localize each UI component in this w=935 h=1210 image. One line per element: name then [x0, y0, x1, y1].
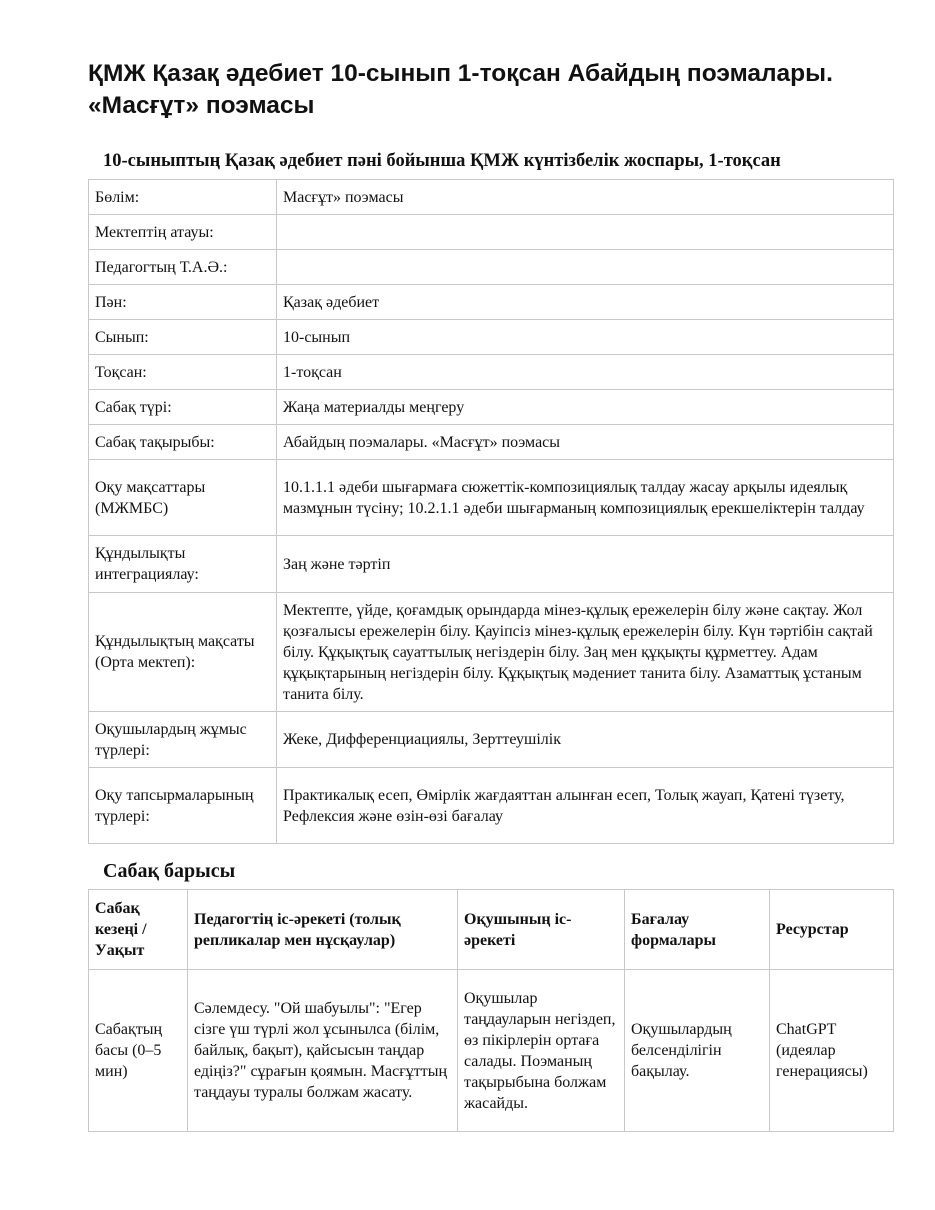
table-row [89, 536, 894, 593]
info-value-task-types: Практикалық есеп, Өмірлік жағдаяттан алынған есеп, Толық жауап, Қатені түзету, Рефлексия және өзін-өзі бағалау [277, 768, 894, 844]
info-label-lesson-type: Сабақ түрі: [89, 390, 277, 425]
info-value-subject: Қазақ әдебиет [277, 285, 894, 320]
info-value-value-integration: Заң және тәртіп [277, 536, 894, 593]
table-row [89, 593, 894, 712]
info-value-teacher-name [277, 250, 894, 285]
table-row [89, 712, 894, 768]
info-label-subject: Пән: [89, 285, 277, 320]
info-value-lesson-topic: Абайдың поэмалары. «Масғұт» поэмасы [277, 425, 894, 460]
cell-resources: ChatGPT (идеялар генерациясы) [770, 970, 894, 1132]
table-row [89, 215, 894, 250]
table-row [89, 390, 894, 425]
info-value-value-goal: Мектепте, үйде, қоғамдық орындарда мінез-құлық ережелерін білу және сақтау. Жол қозғалысы ережелерін білу. Қауіпсіз мінез-құлық ережелерін білу. Күн тәртібін сақтай білу. Құқықтық сауаттылық негіздерін білу. Заң мен құқықты құрметтеу. Адам құқықтарының негіздерін білу. Құқықтық мәдениет танита білу. Азаматтық ұстаным танита білу. [277, 593, 894, 712]
table-row [89, 355, 894, 390]
column-header-resources: Ресурстар [770, 890, 894, 970]
cell-teacher-activity: Сәлемдесу. "Ой шабуылы": "Егер сізге үш түрлі жол ұсынылса (білім, байлық, бақыт), қайсысын таңдар едіңіз?" сұрағын қоямын. Масғұттың таңдауы туралы болжам жасату. [188, 970, 458, 1132]
info-label-teacher-name: Педагогтың Т.А.Ә.: [89, 250, 277, 285]
info-value-grade: 10-сынып [277, 320, 894, 355]
column-header-teacher-activity: Педагогтің іс-әрекеті (толық репликалар мен нұсқаулар) [188, 890, 458, 970]
info-value-work-types: Жеке, Дифференциациялы, Зерттеушілік [277, 712, 894, 768]
info-label-grade: Сынып: [89, 320, 277, 355]
cell-student-activity: Оқушылар таңдауларын негіздеп, өз пікірлерін ортаға салады. Поэманың тақырыбына болжам жасайды. [458, 970, 625, 1132]
info-value-school-name [277, 215, 894, 250]
info-label-quarter: Тоқсан: [89, 355, 277, 390]
table-header-row [89, 890, 894, 970]
column-header-stage: Сабақ кезеңі / Уақыт [89, 890, 188, 970]
info-value-section: Масғұт» поэмасы [277, 180, 894, 215]
info-label-learning-objectives: Оқу мақсаттары (МЖМБС) [89, 460, 277, 536]
document-title: ҚМЖ Қазақ әдебиет 10-сынып 1-тоқсан Абайдың поэмалары. «Масғұт» поэмасы [88, 60, 833, 119]
info-label-school-name: Мектептің атауы: [89, 215, 277, 250]
table-row [89, 970, 894, 1132]
column-header-student-activity: Оқушының іс-әрекеті [458, 890, 625, 970]
lesson-progress-table [88, 889, 894, 1132]
table-row [89, 285, 894, 320]
table-row [89, 320, 894, 355]
info-value-learning-objectives: 10.1.1.1 әдеби шығармаға сюжеттік-композициялық талдау жасау арқылы идеялық мазмұнын түсіну; 10.2.1.1 әдеби шығарманың композициялық ерекшеліктерін талдау [277, 460, 894, 536]
plan-heading: 10-сыныптың Қазақ әдебиет пәні бойынша ҚМЖ күнтізбелік жоспары, 1-тоқсан [103, 151, 781, 171]
lesson-info-table [88, 179, 894, 844]
info-label-value-integration: Құндылықты интеграциялау: [89, 536, 277, 593]
table-row [89, 250, 894, 285]
info-value-lesson-type: Жаңа материалды меңгеру [277, 390, 894, 425]
table-row [89, 425, 894, 460]
info-label-task-types: Оқу тапсырмаларының түрлері: [89, 768, 277, 844]
info-label-value-goal: Құндылықтың мақсаты (Орта мектеп): [89, 593, 277, 712]
cell-assessment: Оқушылардың белсенділігін бақылау. [625, 970, 770, 1132]
table-row [89, 460, 894, 536]
info-label-lesson-topic: Сабақ тақырыбы: [89, 425, 277, 460]
info-value-quarter: 1-тоқсан [277, 355, 894, 390]
document-page [88, 58, 893, 1132]
column-header-assessment: Бағалау формалары [625, 890, 770, 970]
table-row [89, 180, 894, 215]
table-row [89, 768, 894, 844]
info-label-work-types: Оқушылардың жұмыс түрлері: [89, 712, 277, 768]
lesson-progress-heading: Сабақ барысы [103, 860, 236, 882]
info-label-section: Бөлім: [89, 180, 277, 215]
cell-stage: Сабақтың басы (0–5 мин) [89, 970, 188, 1132]
